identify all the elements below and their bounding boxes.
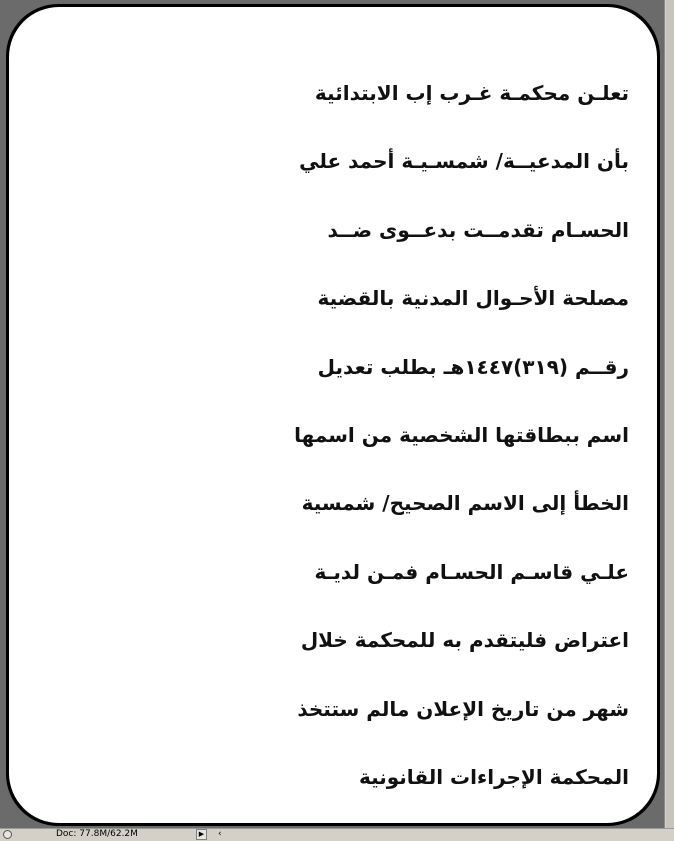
document-sheet bbox=[9, 7, 657, 823]
announcement-line: بأن المدعيــة/ شمسـيـة أحمد علي bbox=[299, 149, 629, 174]
scrollbar-thumb[interactable] bbox=[666, 0, 674, 828]
announcement-line: شهر من تاريخ الإعلان مالم ستتخذ bbox=[297, 696, 629, 721]
announcement-line: اعتراض فليتقدم به للمحكمة خلال bbox=[300, 628, 629, 653]
zoom-icon[interactable] bbox=[3, 830, 12, 839]
announcement-line: الحسـام تقدمــت بدعــوى ضــد bbox=[327, 217, 629, 242]
court-announcement-text bbox=[9, 59, 629, 811]
announcement-line: اسم ببطاقتها الشخصية من اسمها bbox=[294, 423, 629, 448]
announcement-line: تعلـن محكمـة غـرب إب الابتدائية bbox=[314, 81, 629, 105]
announcement-line: مصلحة الأحـوال المدنية بالقضية bbox=[317, 286, 629, 311]
announcement-line: رقــم (٣١٩)١٤٤٧هـ بطلب تعديل bbox=[317, 354, 629, 379]
status-bar bbox=[0, 828, 674, 841]
announcement-line: المحكمة الإجراءات القانونية bbox=[358, 765, 629, 790]
document-size-info: Doc: 77.8M/62.2M bbox=[56, 829, 138, 839]
vertical-scrollbar[interactable] bbox=[664, 0, 674, 828]
announcement-line: الخطأ إلى الاسم الصحيح/ شمسية bbox=[301, 491, 629, 516]
triangle-right-icon[interactable]: ▶ bbox=[196, 829, 207, 840]
announcement-line: علـي قاسـم الحسـام فمـن لديـة bbox=[314, 559, 629, 584]
chevron-left-icon[interactable]: ‹ bbox=[218, 829, 222, 839]
